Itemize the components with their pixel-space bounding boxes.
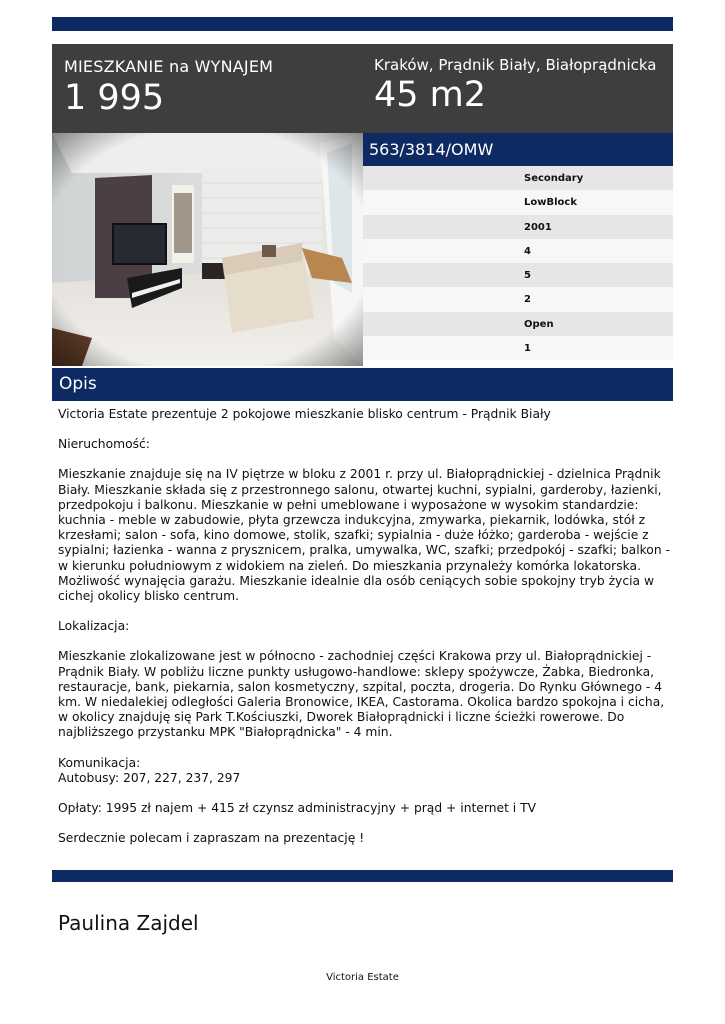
detail-row: [363, 336, 673, 360]
detail-value: Secondary: [524, 173, 584, 184]
living-room-photo: [52, 133, 363, 366]
price: 1 995: [64, 78, 165, 118]
area: 45 m2: [374, 75, 487, 115]
detail-value: 2: [524, 294, 531, 306]
property-paragraph: Mieszkanie znajduje się na IV piętrze w bloku z 2001 r. przy ul. Białoprądnickiej - dzielnica Prądnik Biały. Mieszkanie składa się z przestronnego salonu, otwartej kuchni, sypialni, garderoby, łazienki, przedpokoju i balkonu. Mieszkanie w pełni umeblowane i wyposażone w wysokim standardzie: kuchnia - meble w zabudowie, płyta grzewcza indukcyjna, zmywarka, piekarnik, lodówka, stół z krzesłami; salon - sofa, kino domowe, stolik, szafki; sypialnia - duże łóżko; garderoba - wejście z sypialni; łazienka - wanna z prysznicem, pralka, umywalka, WC, szafki; przedpokój - szafki; balkon - w kierunku południowym z widokiem na zieleń. Do mieszkania przynależy komórka lokatorska. Możliwość wynajęcia garażu. Mieszkanie idealnie dla osób ceniących sobie spokojny tryb życia w cichej okolicy blisko centrum.: [58, 467, 670, 604]
reference-number: 563/3814/OMW: [369, 140, 494, 159]
transport-paragraph: Autobusy: 207, 227, 237, 297: [58, 770, 241, 785]
listing-type: MIESZKANIE na WYNAJEM: [64, 57, 274, 76]
detail-row: [363, 190, 673, 214]
detail-value: Open: [524, 318, 554, 330]
description-body: [58, 407, 670, 846]
footer-company: Victoria Estate: [326, 972, 399, 983]
location: Kraków, Prądnik Biały, Białoprądnicka: [374, 56, 657, 74]
detail-value: 4: [524, 245, 531, 257]
detail-row: [363, 166, 673, 190]
fees-paragraph: Opłaty: 1995 zł najem + 415 zł czynsz administracyjny + prąd + internet i TV: [58, 801, 537, 816]
detail-value: LowBlock: [524, 197, 577, 209]
detail-value: 5: [524, 270, 531, 282]
details-table: [363, 166, 673, 360]
transport-heading: Komunikacja:: [58, 755, 141, 770]
property-photo: [52, 133, 363, 366]
property-heading: Nieruchomość:: [58, 437, 150, 452]
detail-value: 1: [524, 343, 531, 355]
detail-value: 2001: [524, 221, 552, 233]
reference-bar: [363, 133, 673, 166]
description-title: Opis: [59, 374, 97, 394]
detail-row: [363, 312, 673, 336]
closing-paragraph: Serdecznie polecam i zapraszam na prezentację !: [58, 831, 365, 846]
detail-row: [363, 239, 673, 263]
top-decorative-bar: [52, 17, 673, 31]
detail-row: [363, 287, 673, 311]
agent-name: Paulina Zajdel: [58, 911, 199, 935]
detail-row: [363, 215, 673, 239]
detail-row: [363, 263, 673, 287]
intro-paragraph: Victoria Estate prezentuje 2 pokojowe mieszkanie blisko centrum - Prądnik Biały: [58, 407, 551, 421]
bottom-decorative-bar: [52, 870, 673, 882]
listing-header: [52, 44, 673, 133]
location-paragraph: Mieszkanie zlokalizowane jest w północno - zachodniej części Krakowa przy ul. Białoprądnickiej - Prądnik Biały. W pobliżu liczne punkty usługowo-handlowe: sklepy spożywcze, Żabka, Biedronka, restauracje, bank, piekarnia, salon kosmetyczny, szpital, poczta, drogeria. Do Rynku Głównego - 4 km. W niedalekiej odległości Galeria Bronowice, IKEA, Castorama. Okolica bardzo spokojna i cicha, w okolicy znajduję się Park T.Kościuszki, Dworek Białoprądnicki i liczne ścieżki rowerowe. Do najbliższego przystanku MPK "Białoprądnicka" - 4 min.: [58, 649, 665, 740]
location-heading: Lokalizacja:: [58, 619, 130, 634]
description-header: [52, 368, 673, 401]
